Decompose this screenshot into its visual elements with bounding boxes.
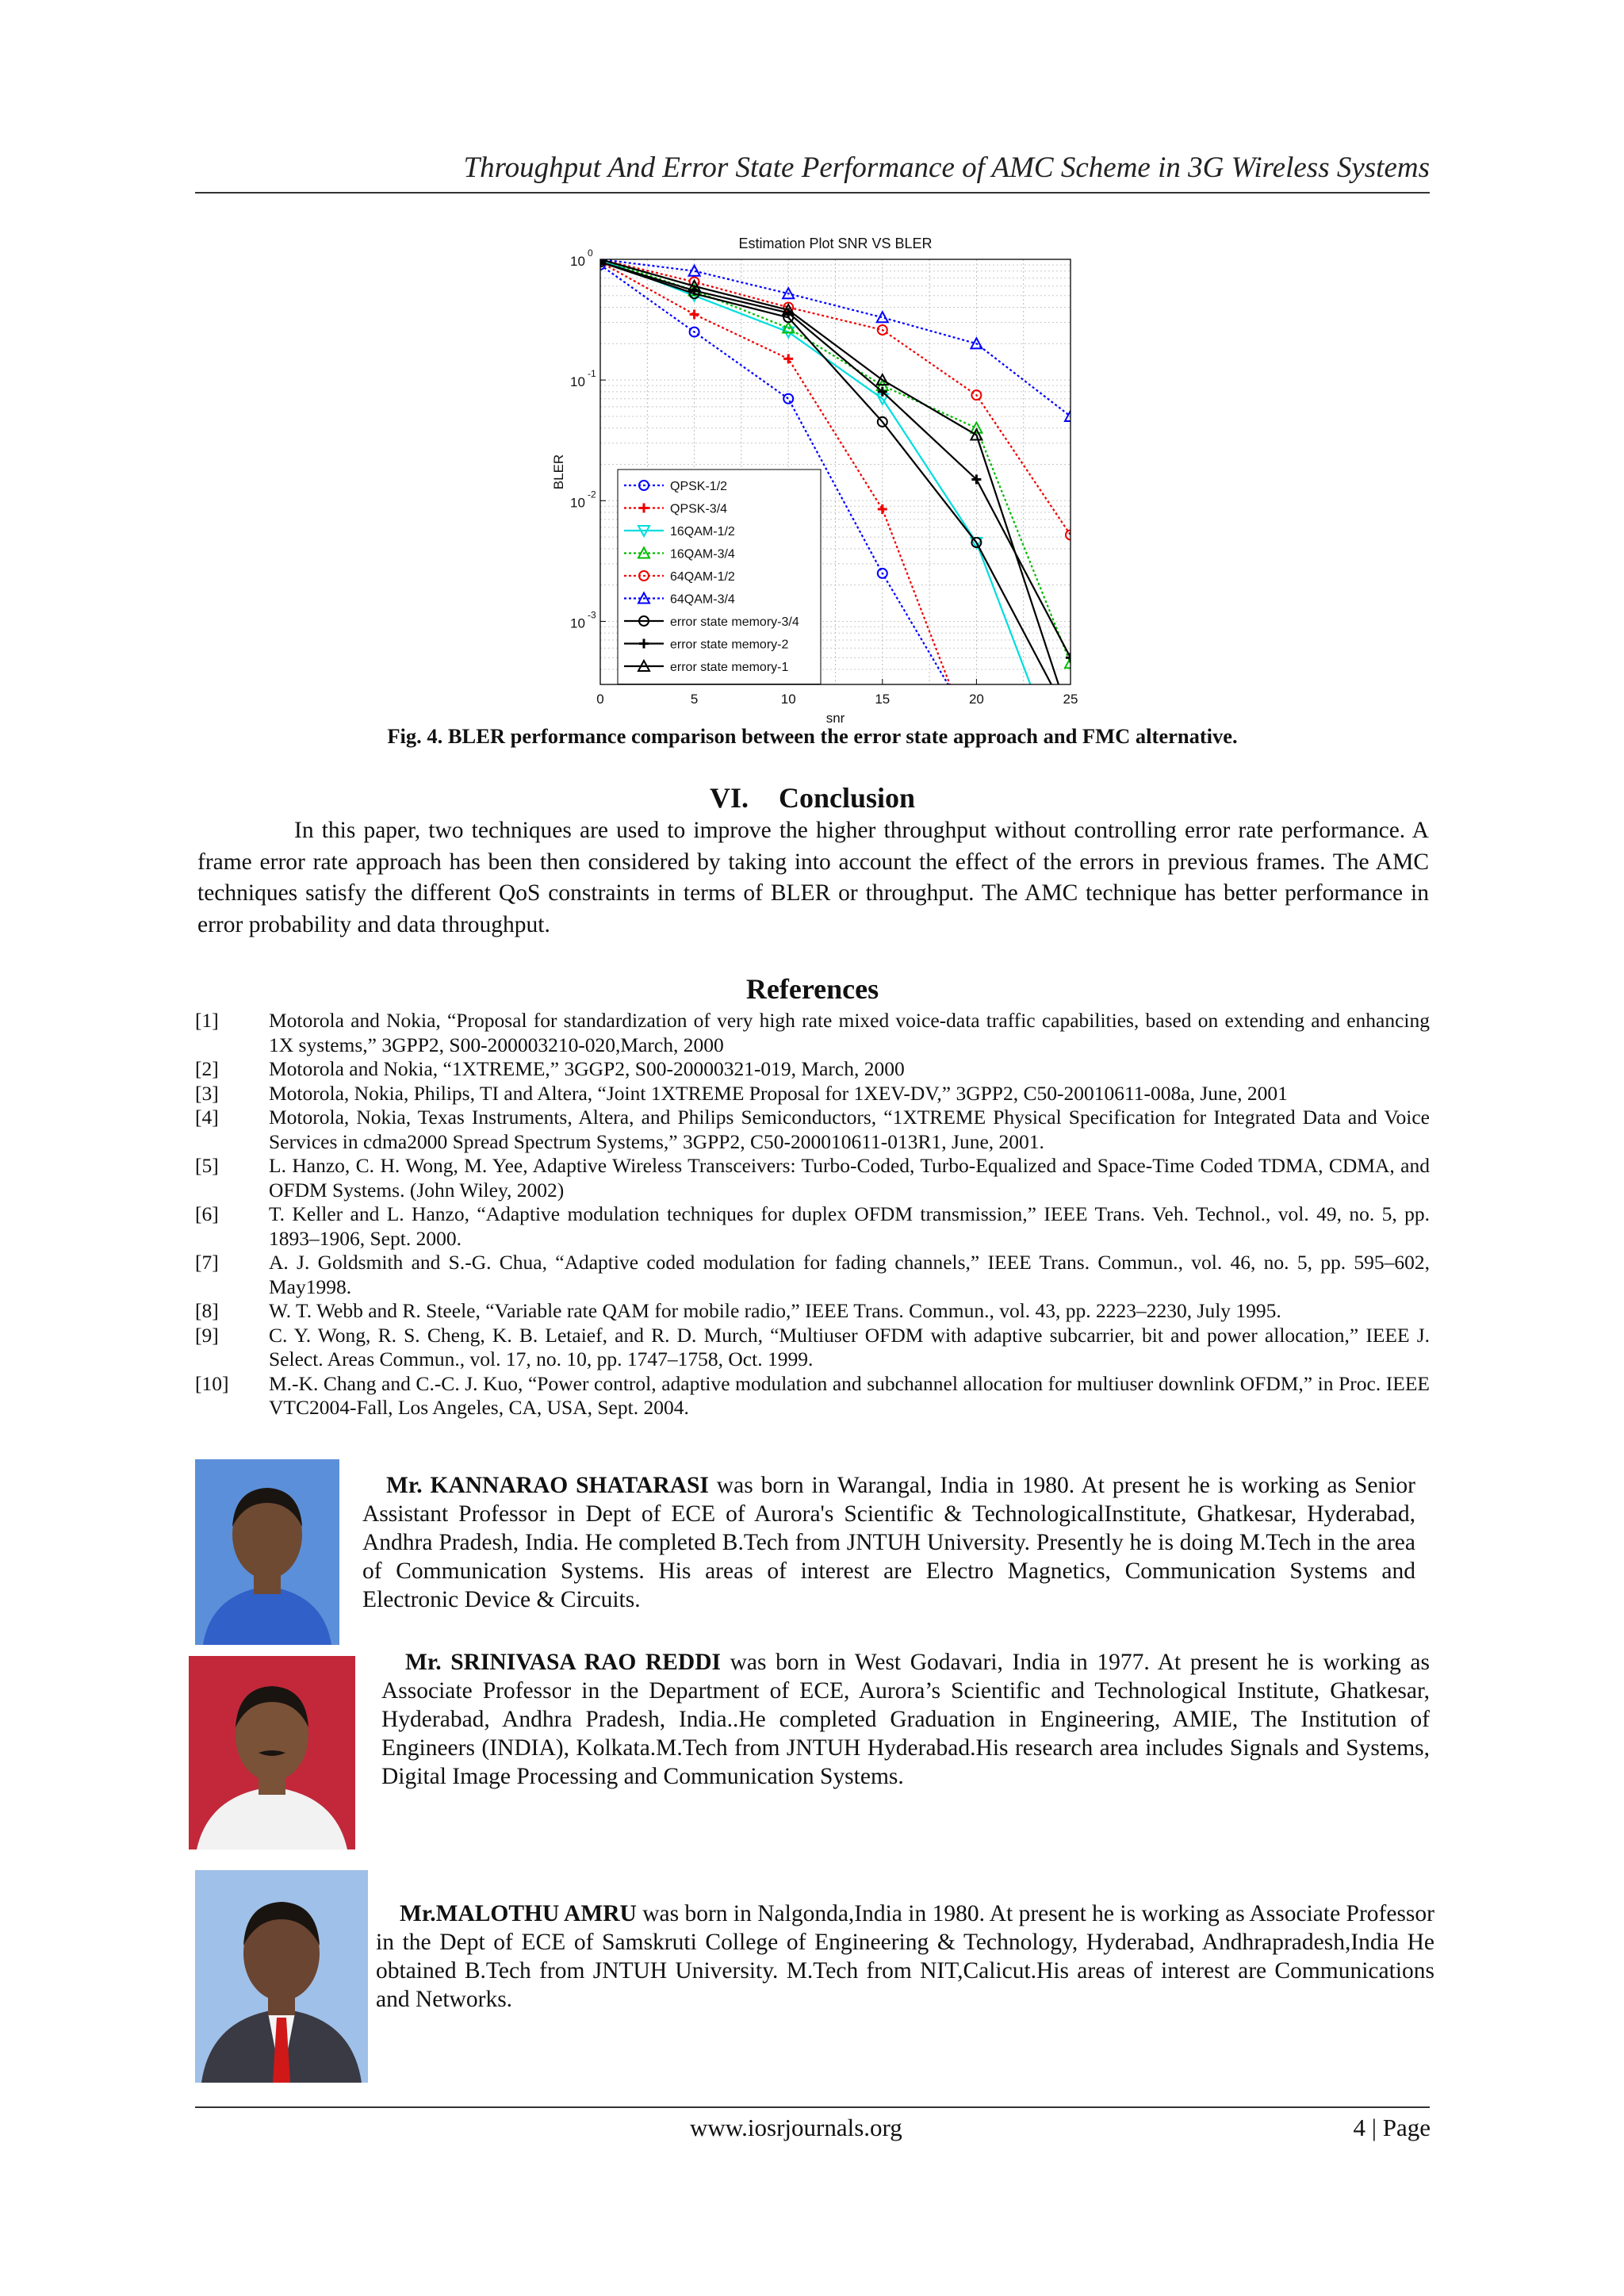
legend-entry: 16QAM-3/4 [670,547,735,562]
reference-number: [7] [195,1251,219,1274]
header-rule [195,192,1430,194]
reference-item [195,1057,1430,1082]
reference-number: [1] [195,1009,219,1032]
author-photo [189,1656,355,1849]
y-axis-label: BLER [551,454,566,490]
reference-text: Motorola, Nokia, Texas Instruments, Altera, and Philips Semiconductors, “1XTREME Physical Specification for Integrated Data and Voice Services in cdma2000 Spread Spectrum Systems,” 3GPP2, C50-200010611-013R1, June, 2001. [269,1106,1430,1153]
legend-entry: QPSK-1/2 [670,480,728,493]
reference-text: Motorola and Nokia, “1XTREME,” 3GGP2, S00-20000321-019, March, 2000 [269,1057,905,1080]
references-heading: References [745,973,879,1005]
y-tick-exponent: -1 [588,368,596,380]
reference-text: T. Keller and L. Hanzo, “Adaptive modulation techniques for duplex OFDM transmission,” IEEE Trans. Veh. Technol., vol. 49, no. 5, pp. 1893–1906, Sept. 2000. [269,1202,1430,1250]
y-tick-label: 10 [570,374,585,390]
portrait-image [189,1656,355,1849]
references-list [195,1009,1430,1420]
reference-item [195,1299,1430,1324]
bler-chart [523,226,1094,726]
legend-entry: error state memory-1 [670,661,789,674]
figure-caption: Fig. 4. BLER performance comparison between the error state approach and FMC alternative. [387,724,1238,748]
reference-number: [4] [195,1106,219,1129]
section-number: VI. [709,782,749,814]
footer-url: www.iosrjournals.org [690,2114,902,2141]
conclusion-heading [195,781,1430,815]
y-tick-label: 10 [570,254,585,269]
author-bio-text: was born in Nalgonda,India in 1980. At present he is working as Associate Professor in the Dept of ECE of Samskruti College of Engineering & Technology, Hyderabad, Andhrapradesh,India He obtained B.Tech from JNTUH University. M.Tech from NIT,Calicut.His areas of interest are Communications and Networks. [376,1901,1434,2012]
reference-number: [5] [195,1154,219,1177]
x-axis-label: snr [825,711,845,726]
legend-entry: QPSK-3/4 [670,502,728,516]
author-name: Mr. SRINIVASA RAO REDDI [405,1650,721,1675]
x-tick-label: 5 [690,692,699,707]
reference-text: W. T. Webb and R. Steele, “Variable rate QAM for mobile radio,” IEEE Trans. Commun., vol. 43, pp. 2223–2230, July 1995. [269,1299,1281,1322]
y-tick-label: 10 [570,495,585,511]
reference-number: [6] [195,1202,219,1225]
reference-text: M.-K. Chang and C.-C. J. Kuo, “Power control, adaptive modulation and subchannel allocation for multiuser downlink OFDM,” in Proc. IEEE VTC2004-Fall, Los Angeles, CA, USA, Sept. 2004. [269,1371,1430,1419]
chart-title: Estimation Plot SNR VS BLER [738,236,933,251]
author-bio [362,1471,1415,1614]
reference-item [195,1324,1430,1372]
author-name: Mr. KANNARAO SHATARASI [386,1473,709,1498]
reference-number: [8] [195,1299,219,1322]
conclusion-paragraph: In this paper, two techniques are used to improve the higher throughput without controlling error rate performance. A frame error rate approach has been then considered by taking into account the effect of the errors in previous frames. The AMC techniques satisfy the different QoS constraints in terms of BLER or throughput. The AMC technique has better performance in error probability and data throughput. [197,818,1429,937]
reference-item [195,1372,1430,1420]
legend-entry: 16QAM-1/2 [670,525,735,539]
legend-entry: error state memory-3/4 [670,615,799,629]
reference-number: [9] [195,1323,219,1347]
running-title: Throughput And Error State Performance of AMC Scheme in 3G Wireless Systems [463,151,1430,184]
legend-entry: error state memory-2 [670,638,789,652]
x-tick-label: 25 [1063,692,1078,707]
page-number: 4 | Page [1353,2114,1431,2141]
author-bio [381,1648,1430,1791]
x-tick-label: 15 [875,692,891,707]
author-bio [376,1899,1434,2014]
portrait-image [195,1870,368,2083]
reference-number: [2] [195,1057,219,1080]
reference-text: A. J. Goldsmith and S.-G. Chua, “Adaptive coded modulation for fading channels,” IEEE Trans. Commun., vol. 46, no. 5, pp. 595–602, May1998. [269,1251,1430,1298]
author-bio-text: was born in West Godavari, India in 1977. At present he is working as Associate Professor in the Department of ECE, Aurora’s Scientific and Technological Institute, Ghatkesar, Hyderabad, Andhra Pradesh, India..He completed Graduation in Engineering, AMIE, The Institution of Engineers (INDIA), Kolkata.M.Tech from JNTUH Hyderabad.His research area includes Signals and Systems, Digital Image Processing and Communication Systems. [381,1650,1430,1789]
y-tick-label: 10 [570,615,585,631]
legend-entry: 64QAM-3/4 [670,592,735,607]
reference-number: [3] [195,1081,219,1105]
reference-number: [10] [195,1371,229,1395]
portrait-image [195,1459,339,1645]
author-photo [195,1459,339,1645]
section-title: Conclusion [778,782,916,814]
y-tick-exponent: -2 [588,489,596,500]
reference-item [195,1154,1430,1202]
legend-entry: 64QAM-1/2 [670,570,735,584]
reference-item [195,1009,1430,1057]
x-tick-label: 10 [780,692,796,707]
reference-item [195,1106,1430,1154]
y-tick-exponent: 0 [588,247,593,259]
footer-rule [195,2106,1430,2108]
author-bio-text: was born in Warangal, India in 1980. At present he is working as Senior Assistant Professor in Dept of ECE of Aurora's Scientific & TechnologicalInstitute, Ghatkesar, Hyderabad, Andhra Pradesh, India. He completed B.Tech from JNTUH University. Presently he is doing M.Tech in the area of Communication Systems. His areas of interest are Electro Magnetics, Communication Systems and Electronic Device & Circuits. [362,1473,1416,1612]
reference-item [195,1202,1430,1251]
x-tick-label: 0 [596,692,604,707]
reference-text: C. Y. Wong, R. S. Cheng, K. B. Letaief, and R. D. Murch, “Multiuser OFDM with adaptive subcarrier, bit and power allocation,” IEEE J. Select. Areas Commun., vol. 17, no. 10, pp. 1747–1758, Oct. 1999. [269,1323,1430,1370]
reference-text: L. Hanzo, C. H. Wong, M. Yee, Adaptive Wireless Transceivers: Turbo-Coded, Turbo-Equalized and Space-Time Coded TDMA, CDMA, and OFDM Systems. (John Wiley, 2002) [269,1154,1430,1202]
reference-text: Motorola and Nokia, “Proposal for standardization of very high rate mixed voice-data traffic capabilities, based on extending and enhancing 1X systems,” 3GPP2, S00-200003210-020,March, 2000 [269,1009,1430,1056]
y-tick-exponent: -3 [588,609,596,621]
reference-item [195,1082,1430,1106]
reference-text: Motorola, Nokia, Philips, TI and Altera, “Joint 1XTREME Proposal for 1XEV-DV,” 3GPP2, C50-20010611-008a, June, 2001 [269,1081,1288,1105]
x-tick-label: 20 [968,692,984,707]
author-photo [195,1870,368,2083]
reference-item [195,1251,1430,1299]
author-name: Mr.MALOTHU AMRU [400,1901,637,1926]
